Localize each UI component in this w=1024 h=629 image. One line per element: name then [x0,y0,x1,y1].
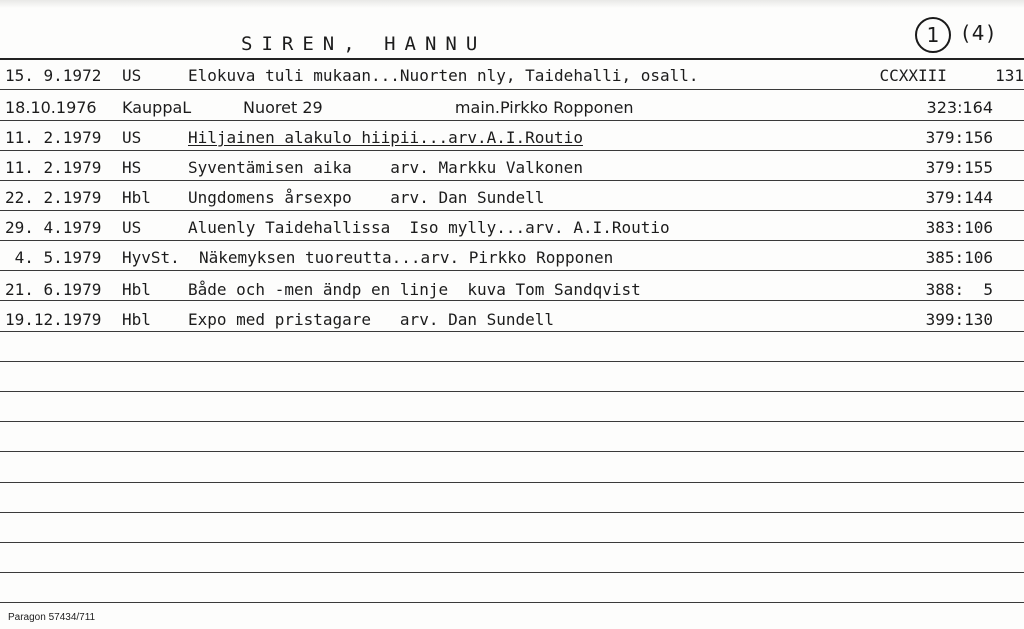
entry-paper: US [122,128,142,147]
entry-text: Expo med pristagare arv. Dan Sundell [188,310,555,329]
entry-date: 18.10.1976 [5,98,97,117]
ruled-line [0,602,1024,603]
entry-paper: US [122,218,142,237]
ruled-line [0,270,1024,271]
entry-reference: 379:144 [925,188,993,207]
ruled-line [0,572,1024,573]
entry-reference: 399:130 [925,310,993,329]
entry-text: Ungdomens årsexpo arv. Dan Sundell [188,188,545,207]
entry-row [0,187,1024,209]
entry-text: Hiljainen alakulo hiipii...arv.A.I.Routio [188,128,583,147]
entry-text: Näkemyksen tuoreutta...arv. Pirkko Ropponen [199,248,614,267]
entry-row [0,217,1024,239]
entry-text: Både och -men ändp en linje kuva Tom Sandqvist [188,280,641,299]
card-number-circled: 1 [915,17,951,53]
entry-text: Aluenly Taidehallissa Iso mylly...arv. A.I.Routio [188,218,670,237]
entry-paper: HyvSt. [122,248,180,267]
entry-reference: 323:164 [926,98,993,117]
ruled-line [0,512,1024,513]
entry-row [0,279,1024,301]
entry-row [0,127,1024,149]
ruled-line [0,451,1024,452]
entry-row [0,97,1024,119]
entry-text: Syventämisen aika arv. Markku Valkonen [188,158,583,177]
entry-paper: Hbl [122,280,151,299]
entry-paper: Hbl [122,310,151,329]
entry-reference: 383:106 [925,218,993,237]
ruled-line [0,361,1024,362]
entry-reference: 379:156 [925,128,993,147]
ruled-line [0,482,1024,483]
entry-row [0,157,1024,179]
entry-date: 11. 2.1979 [5,158,102,177]
entry-paper: HS [122,158,142,177]
entry-reference: 385:106 [925,248,993,267]
entry-date: 11. 2.1979 [5,128,102,147]
card-number-parenthesized: (4) [962,21,997,45]
ruled-line [0,421,1024,422]
entry-text: Nuoret 29 main.Pirkko Ropponen [243,98,634,117]
print-code: Paragon 57434/711 [8,612,96,623]
ruled-line [0,89,1024,90]
ruled-line [0,180,1024,181]
ruled-line [0,391,1024,392]
entry-row [0,65,1024,87]
entry-paper: KauppaL [122,98,192,117]
header-rule [0,58,1024,60]
ruled-line [0,331,1024,332]
entry-paper: Hbl [122,188,151,207]
entry-reference: CCXXIII 131 [879,66,1024,85]
ruled-line [0,240,1024,241]
entry-date: 19.12.1979 [5,310,102,329]
card-title: SIREN, HANNU [241,33,487,55]
entry-row [0,309,1024,331]
entry-date: 15. 9.1972 [5,66,102,85]
entry-paper: US [122,66,142,85]
ruled-line [0,120,1024,121]
entry-reference: 379:155 [925,158,993,177]
ruled-line [0,150,1024,151]
entry-date: 4. 5.1979 [5,248,102,267]
ruled-line [0,210,1024,211]
entry-date: 21. 6.1979 [5,280,102,299]
entry-reference: 388: 5 [925,280,993,299]
card-edge [0,0,1024,8]
ruled-line [0,542,1024,543]
entry-row [0,247,1024,269]
entry-text: Elokuva tuli mukaan...Nuorten nly, Taidehalli, osall. [188,66,699,85]
entry-date: 22. 2.1979 [5,188,102,207]
entry-date: 29. 4.1979 [5,218,102,237]
